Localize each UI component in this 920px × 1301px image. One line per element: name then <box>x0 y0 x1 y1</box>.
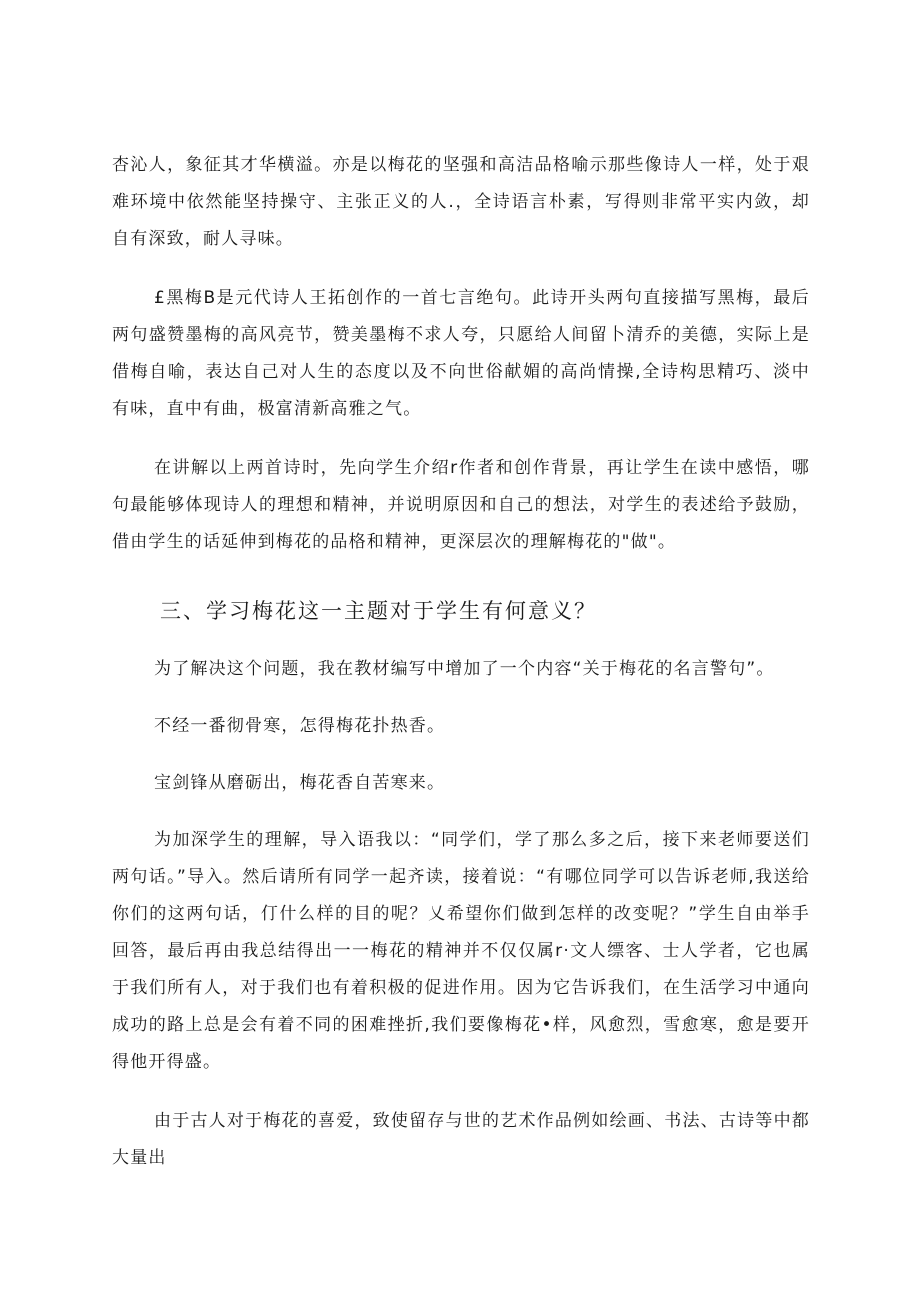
paragraph-quote-intro: 为了解决这个问题，我在教材编写中增加了一个内容“关于梅花的名言警句”。 <box>154 659 775 679</box>
section-heading: 三、学习梅花这一主题对于学生有何意义？ <box>160 599 597 623</box>
paragraph-poem-commentary: 杏沁人，象征其才华横溢。亦是以梅花的坚强和高洁品格喻示那些像诗人一样，处于艰难环境中依然能坚持操守、主张正义的人.，全诗语言朴素，写得则非常平实内敛，却自有深致，耐人寻味。 <box>112 155 810 249</box>
paragraph-mo-mei-poem: £黑梅B是元代诗人王拓创作的一首七言绝句。此诗开头两句直接描写黑梅，最后两句盛赞墨梅的高风亮节，赞美墨梅不求人夸，只愿给人间留卜清乔的美德，实际上是借梅自喻，表达自己对人生的态度以及不向世俗献媚的高尚情操,全诗构思精巧、淡中有味，直中有曲，极富清新高雅之气。 <box>112 288 810 419</box>
paragraph-art-works: 由于古人对于梅花的喜爱，致使留存与世的艺术作品例如绘画、书法、古诗等中都大量出 <box>112 1111 810 1168</box>
paragraph-teaching-method: 在讲解以上两首诗时，先向学生介绍r作者和创作背景，再让学生在读中感悟，哪句最能够体现诗人的理想和精神，并说明原因和自己的想法，对学生的表述给予鼓励，借由学生的话延伸到梅花的品格和精神，更深层次的理解梅花的"做"。 <box>112 458 810 552</box>
paragraph-classroom-discussion: 为加深学生的理解，导入语我以：“同学们，学了那么多之后，接下来老师要送们两句话。”导入。然后请所有同学一起齐读，接着说：“有哪位同学可以告诉老师,我送给你们的这两句话，仃什么样的目的呢？乂希望你们做到怎样的改变呢？”学生自由举手回答，最后再由我总结得出一一梅花的精神并不仅仅属r·文人缥客、士人学者，它也属于我们所有人，对于我们也有着积极的促进作用。因为它告诉我们，在生活学习中通向成功的路上总是会有着不同的困难挫折,我们要像梅花•样，风愈烈，雪愈寒，愈是要开得他开得盛。 <box>112 830 810 1072</box>
paragraph-quote-one: 不经一番彻骨寒，怎得梅花扑热香。 <box>154 716 446 736</box>
paragraph-quote-two: 宝剑锋从磨砺出，梅花香自苦寒来。 <box>154 773 446 793</box>
